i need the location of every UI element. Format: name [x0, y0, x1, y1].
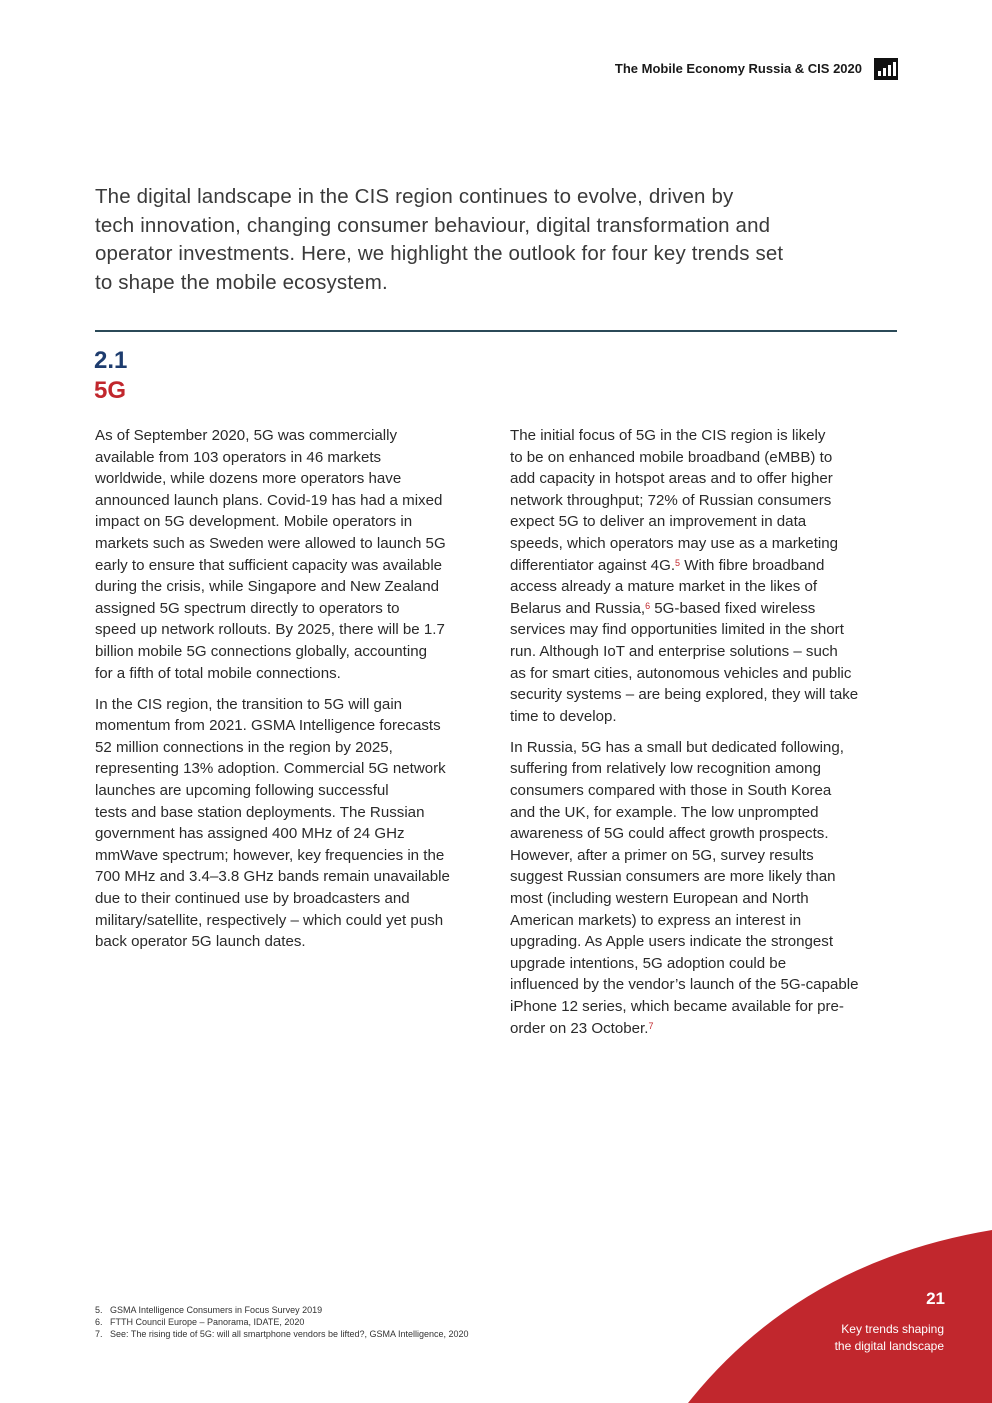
text-line: early to ensure that sufficient capacity was available [95, 556, 443, 574]
text-line: The initial focus of 5G in the CIS region is likely [510, 427, 826, 444]
text-line: representing 13% adoption. Commercial 5G network [95, 760, 446, 778]
text-line: time to develop. [510, 707, 617, 725]
text-line: available from 103 operators in 46 markets [95, 448, 382, 466]
text-line: order on 23 October. [510, 1019, 649, 1037]
text-line: expect 5G to deliver an improvement in data [510, 513, 807, 531]
text-line: With fibre broadband [680, 556, 825, 574]
section-title: 5G [94, 377, 127, 404]
intro-line: tech innovation, changing consumer behaviour, digital transformation and [95, 213, 771, 237]
text-line: as for smart cities, autonomous vehicles and public [510, 664, 852, 682]
text-line: speeds, which operators may use as a marketing [510, 534, 839, 552]
text-line: 52 million connections in the region by 2025, [95, 738, 393, 756]
text-line: upgrading. As Apple users indicate the strongest [510, 933, 834, 951]
text-line: network throughput; 72% of Russian consumers [510, 491, 832, 509]
footnote-text: See: The rising tide of 5G: will all smartphone vendors be lifted?, GSMA Intelligence, 2020 [110, 1329, 469, 1340]
text-line: services may find opportunities limited in the short [510, 621, 844, 639]
footer-section-label [784, 1321, 944, 1355]
text-line: speed up network rollouts. By 2025, there will be 1.7 [95, 621, 445, 639]
footer-label-line: the digital landscape [834, 1339, 944, 1353]
text-line: due to their continued use by broadcasters and [95, 889, 410, 907]
text-line: worldwide, while dozens more operators have [95, 470, 402, 488]
text-line: upgrade intentions, 5G adoption could be [510, 954, 787, 972]
text-line: access already a mature market in the likes of [510, 578, 818, 596]
text-line: Belarus and Russia, [510, 599, 646, 617]
text-line: security systems – are being explored, they will take [510, 686, 859, 704]
text-line: and the UK, for example. The low unprompted [510, 803, 819, 821]
text-line: military/satellite, respectively – which could yet push [95, 911, 444, 929]
intro-line: to shape the mobile ecosystem. [95, 270, 388, 294]
text-line: consumers compared with those in South Korea [510, 782, 832, 799]
text-line: influenced by the vendor’s launch of the 5G-capable [510, 976, 859, 994]
text-line: 5G-based fixed wireless [650, 599, 816, 617]
text-line: In Russia, 5G has a small but dedicated following, [510, 738, 844, 756]
text-line: suffering from relatively low recognition among [510, 760, 821, 778]
intro-line: operator investments. Here, we highlight the outlook for four key trends set [95, 242, 784, 266]
text-line: billion mobile 5G connections globally, accounting [95, 642, 427, 660]
text-line: to be on enhanced mobile broadband (eMBB) to [510, 448, 833, 466]
footnote-number: 6. [95, 1317, 103, 1328]
footnote-ref-6[interactable]: 6 [645, 600, 651, 611]
text-line: assigned 5G spectrum directly to operators to [95, 599, 400, 617]
publication-title: The Mobile Economy Russia & CIS 2020 [614, 61, 862, 76]
intro-line: The digital landscape in the CIS region continues to evolve, driven by [95, 185, 734, 208]
text-line: awareness of 5G could affect growth prospects. [510, 825, 829, 843]
text-line: 700 MHz and 3.4–3.8 GHz bands remain unavailable [95, 868, 450, 886]
text-line: As of September 2020, 5G was commercially [95, 427, 398, 444]
text-line: during the crisis, while Singapore and New Zealand [95, 578, 439, 596]
footnote-text: FTTH Council Europe – Panorama, IDATE, 2020 [110, 1317, 305, 1328]
text-line: mmWave spectrum; however, key frequencies in the [95, 846, 445, 864]
text-line: announced launch plans. Covid-19 has had a mixed [95, 491, 443, 509]
text-line: government has assigned 400 MHz of 24 GHz [95, 825, 405, 843]
footnote-number: 5. [95, 1305, 103, 1315]
footer-label-line: Key trends shaping [841, 1322, 944, 1336]
text-line: differentiator against 4G. [510, 556, 676, 574]
text-line: tests and base station deployments. The Russian [95, 803, 425, 821]
text-line: American markets) to express an interest in [510, 911, 802, 929]
text-line: back operator 5G launch dates. [95, 933, 306, 951]
text-line: However, after a primer on 5G, survey results [510, 846, 814, 864]
text-line: momentum from 2021. GSMA Intelligence forecasts [95, 717, 441, 735]
text-line: markets such as Sweden were allowed to launch 5G [95, 534, 446, 552]
footnote-ref-5[interactable]: 5 [675, 557, 681, 568]
text-line: add capacity in hotspot areas and to offer higher [510, 470, 833, 488]
footnote-text: GSMA Intelligence Consumers in Focus Survey 2019 [110, 1305, 323, 1315]
text-line: launches are upcoming following successful [95, 782, 389, 799]
footnote-number: 7. [95, 1329, 103, 1340]
page-number: 21 [926, 1289, 945, 1308]
text-line: impact on 5G development. Mobile operators in [95, 513, 413, 531]
text-line: run. Although IoT and enterprise solutions – such [510, 642, 838, 660]
section-number: 2.1 [94, 347, 128, 374]
text-line: most (including western European and North [510, 889, 809, 907]
text-line: In the CIS region, the transition to 5G will gain [95, 695, 403, 713]
text-line: suggest Russian consumers are more likely than [510, 868, 836, 886]
footnote-ref-7[interactable]: 7 [648, 1020, 654, 1031]
text-line: iPhone 12 series, which became available for pre- [510, 997, 844, 1015]
text-line: for a fifth of total mobile connections. [95, 664, 341, 682]
